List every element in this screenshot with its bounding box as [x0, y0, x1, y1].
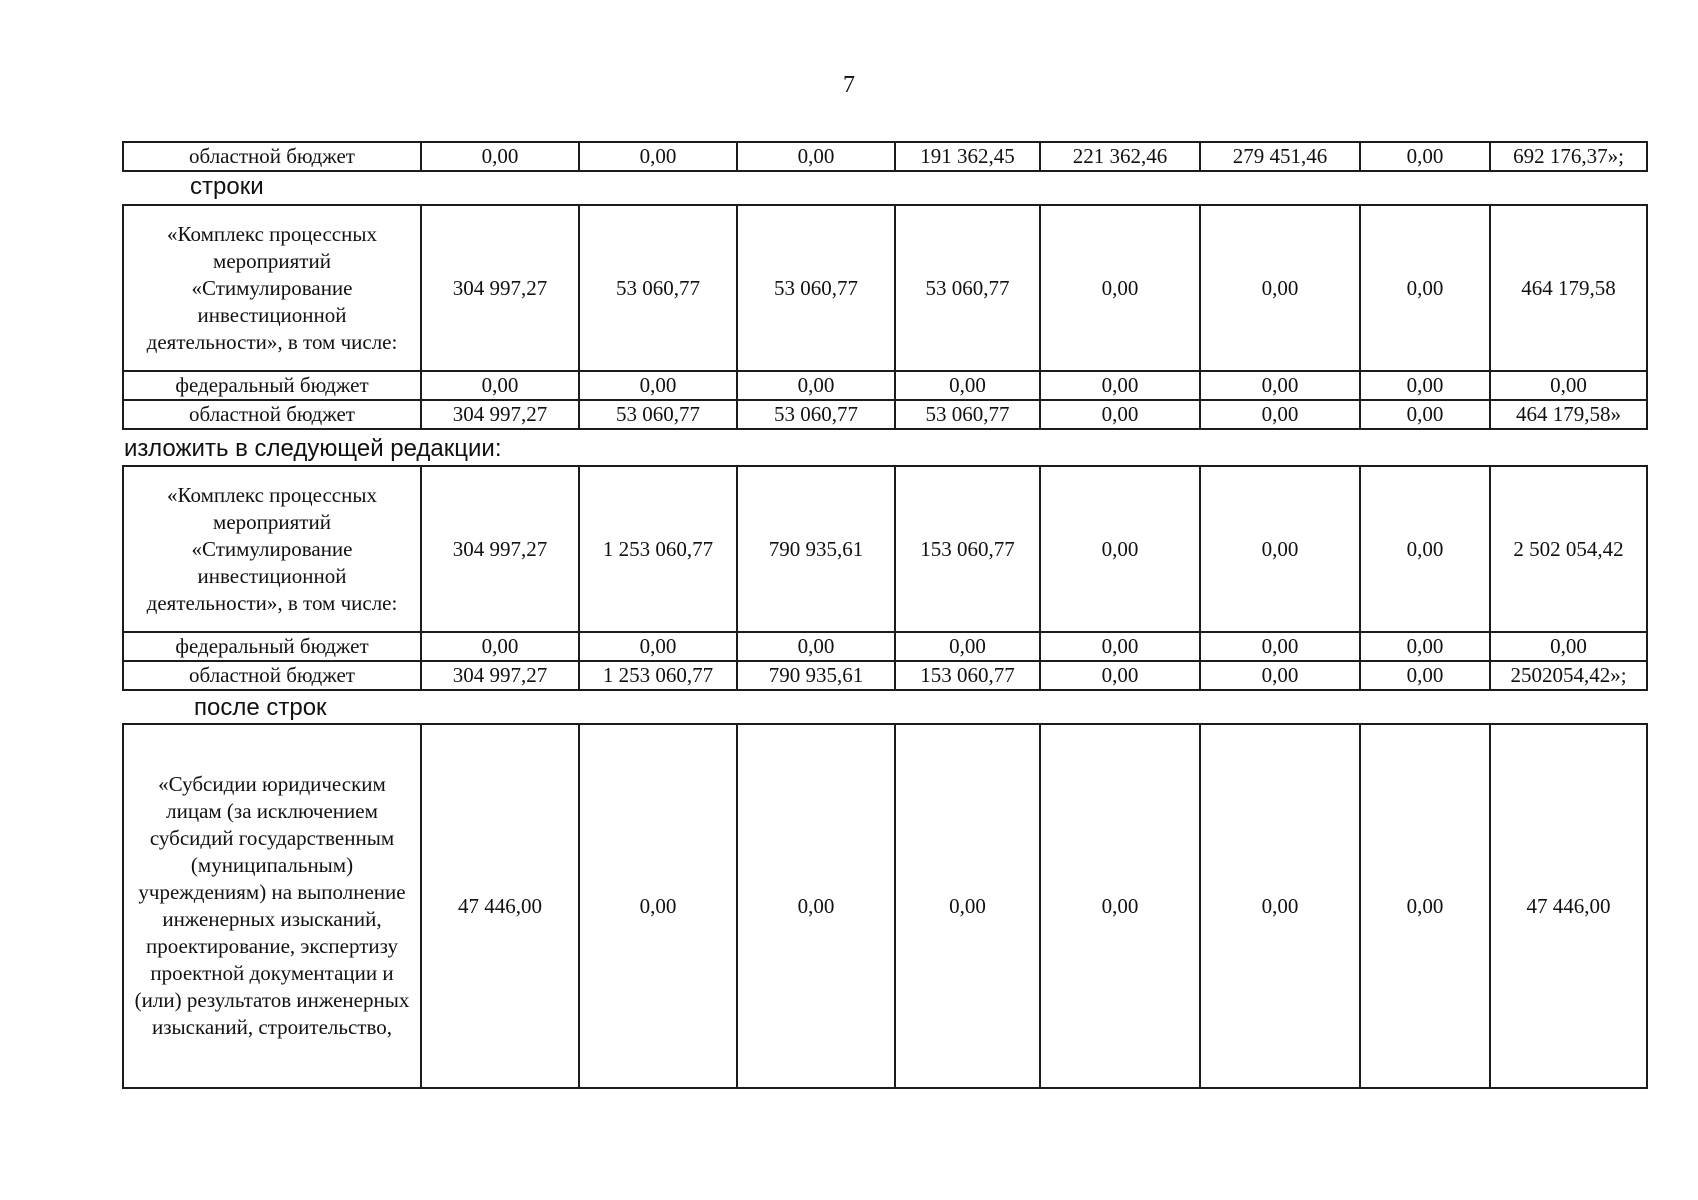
table-cell: 0,00	[895, 371, 1040, 400]
table-cell: 53 060,77	[737, 400, 895, 429]
table-cell: 53 060,77	[579, 400, 737, 429]
table-cell: 790 935,61	[737, 661, 895, 690]
table-cell: 0,00	[895, 632, 1040, 661]
table-cell: 0,00	[1360, 400, 1490, 429]
table-after	[122, 723, 1648, 1089]
table-cell: 0,00	[1200, 400, 1360, 429]
table-top	[122, 141, 1648, 172]
row-label: «Комплекс процессных мероприятий «Стимулирование инвестиционной деятельности», в том числе:	[123, 466, 421, 632]
table-cell: 279 451,46	[1200, 142, 1360, 171]
table-cell: 0,00	[1200, 466, 1360, 632]
row-label: областной бюджет	[123, 661, 421, 690]
table-cell: 1 253 060,77	[579, 466, 737, 632]
table-cell: 0,00	[1360, 632, 1490, 661]
table-cell: 0,00	[1040, 724, 1200, 1088]
table-row	[123, 724, 1647, 1088]
table-cell: 0,00	[1360, 142, 1490, 171]
table-cell: 0,00	[1360, 371, 1490, 400]
table-row	[123, 661, 1647, 690]
table-cell: 47 446,00	[1490, 724, 1647, 1088]
table-cell: 304 997,27	[421, 205, 579, 371]
table-cell: 464 179,58»	[1490, 400, 1647, 429]
table-cell: 0,00	[737, 724, 895, 1088]
table-cell: 191 362,45	[895, 142, 1040, 171]
table-row	[123, 466, 1647, 632]
row-label: «Комплекс процессных мероприятий «Стимулирование инвестиционной деятельности», в том числе:	[123, 205, 421, 371]
table-cell: 304 997,27	[421, 400, 579, 429]
table-cell: 2 502 054,42	[1490, 466, 1647, 632]
table-cell: 0,00	[1040, 400, 1200, 429]
table-cell: 0,00	[1040, 205, 1200, 371]
table-cell: 0,00	[1040, 632, 1200, 661]
table-cell: 692 176,37»;	[1490, 142, 1647, 171]
table-cell: 0,00	[1360, 724, 1490, 1088]
table-cell: 53 060,77	[895, 400, 1040, 429]
table-cell: 0,00	[1490, 632, 1647, 661]
table-cell: 0,00	[1200, 632, 1360, 661]
table-cell: 0,00	[579, 724, 737, 1088]
table-row	[123, 400, 1647, 429]
table-cell: 1 253 060,77	[579, 661, 737, 690]
table-cell: 53 060,77	[895, 205, 1040, 371]
row-label: областной бюджет	[123, 400, 421, 429]
table-row	[123, 142, 1647, 171]
table-cell: 153 060,77	[895, 661, 1040, 690]
page-number: 7	[843, 72, 855, 98]
table-cell: 0,00	[579, 142, 737, 171]
caption-rows: строки	[190, 173, 264, 200]
table-cell: 464 179,58	[1490, 205, 1647, 371]
table-new	[122, 465, 1648, 691]
table-cell: 53 060,77	[737, 205, 895, 371]
table-cell: 304 997,27	[421, 466, 579, 632]
table-cell: 0,00	[737, 142, 895, 171]
table-old	[122, 204, 1648, 430]
row-label: федеральный бюджет	[123, 371, 421, 400]
caption-after: после строк	[194, 694, 327, 721]
table-cell: 0,00	[1040, 466, 1200, 632]
table-cell: 0,00	[579, 371, 737, 400]
row-label: федеральный бюджет	[123, 632, 421, 661]
table-cell: 0,00	[1360, 466, 1490, 632]
table-cell: 53 060,77	[579, 205, 737, 371]
table-row	[123, 632, 1647, 661]
table-cell: 0,00	[737, 371, 895, 400]
table-cell: 0,00	[1200, 724, 1360, 1088]
table-cell: 0,00	[1040, 371, 1200, 400]
table-cell: 790 935,61	[737, 466, 895, 632]
table-cell: 0,00	[1200, 661, 1360, 690]
table-cell: 0,00	[895, 724, 1040, 1088]
table-row	[123, 205, 1647, 371]
table-cell: 0,00	[1200, 371, 1360, 400]
table-cell: 47 446,00	[421, 724, 579, 1088]
table-cell: 304 997,27	[421, 661, 579, 690]
table-cell: 0,00	[421, 142, 579, 171]
table-row	[123, 371, 1647, 400]
row-label: «Субсидии юридическим лицам (за исключением субсидий государственным (муниципальным) учреждениям) на выполнение инженерных изысканий, проектирование, экспертизу проектной документации и (или) результатов инженерных изысканий, строительство,	[123, 724, 421, 1088]
table-cell: 0,00	[421, 632, 579, 661]
table-cell: 0,00	[1200, 205, 1360, 371]
table-cell: 0,00	[1360, 205, 1490, 371]
table-cell: 153 060,77	[895, 466, 1040, 632]
table-cell: 0,00	[1360, 661, 1490, 690]
row-label: областной бюджет	[123, 142, 421, 171]
caption-edit: изложить в следующей редакции:	[124, 435, 502, 462]
table-cell: 0,00	[421, 371, 579, 400]
table-cell: 0,00	[579, 632, 737, 661]
table-cell: 0,00	[1490, 371, 1647, 400]
table-cell: 2502054,42»;	[1490, 661, 1647, 690]
table-cell: 221 362,46	[1040, 142, 1200, 171]
table-cell: 0,00	[1040, 661, 1200, 690]
table-cell: 0,00	[737, 632, 895, 661]
